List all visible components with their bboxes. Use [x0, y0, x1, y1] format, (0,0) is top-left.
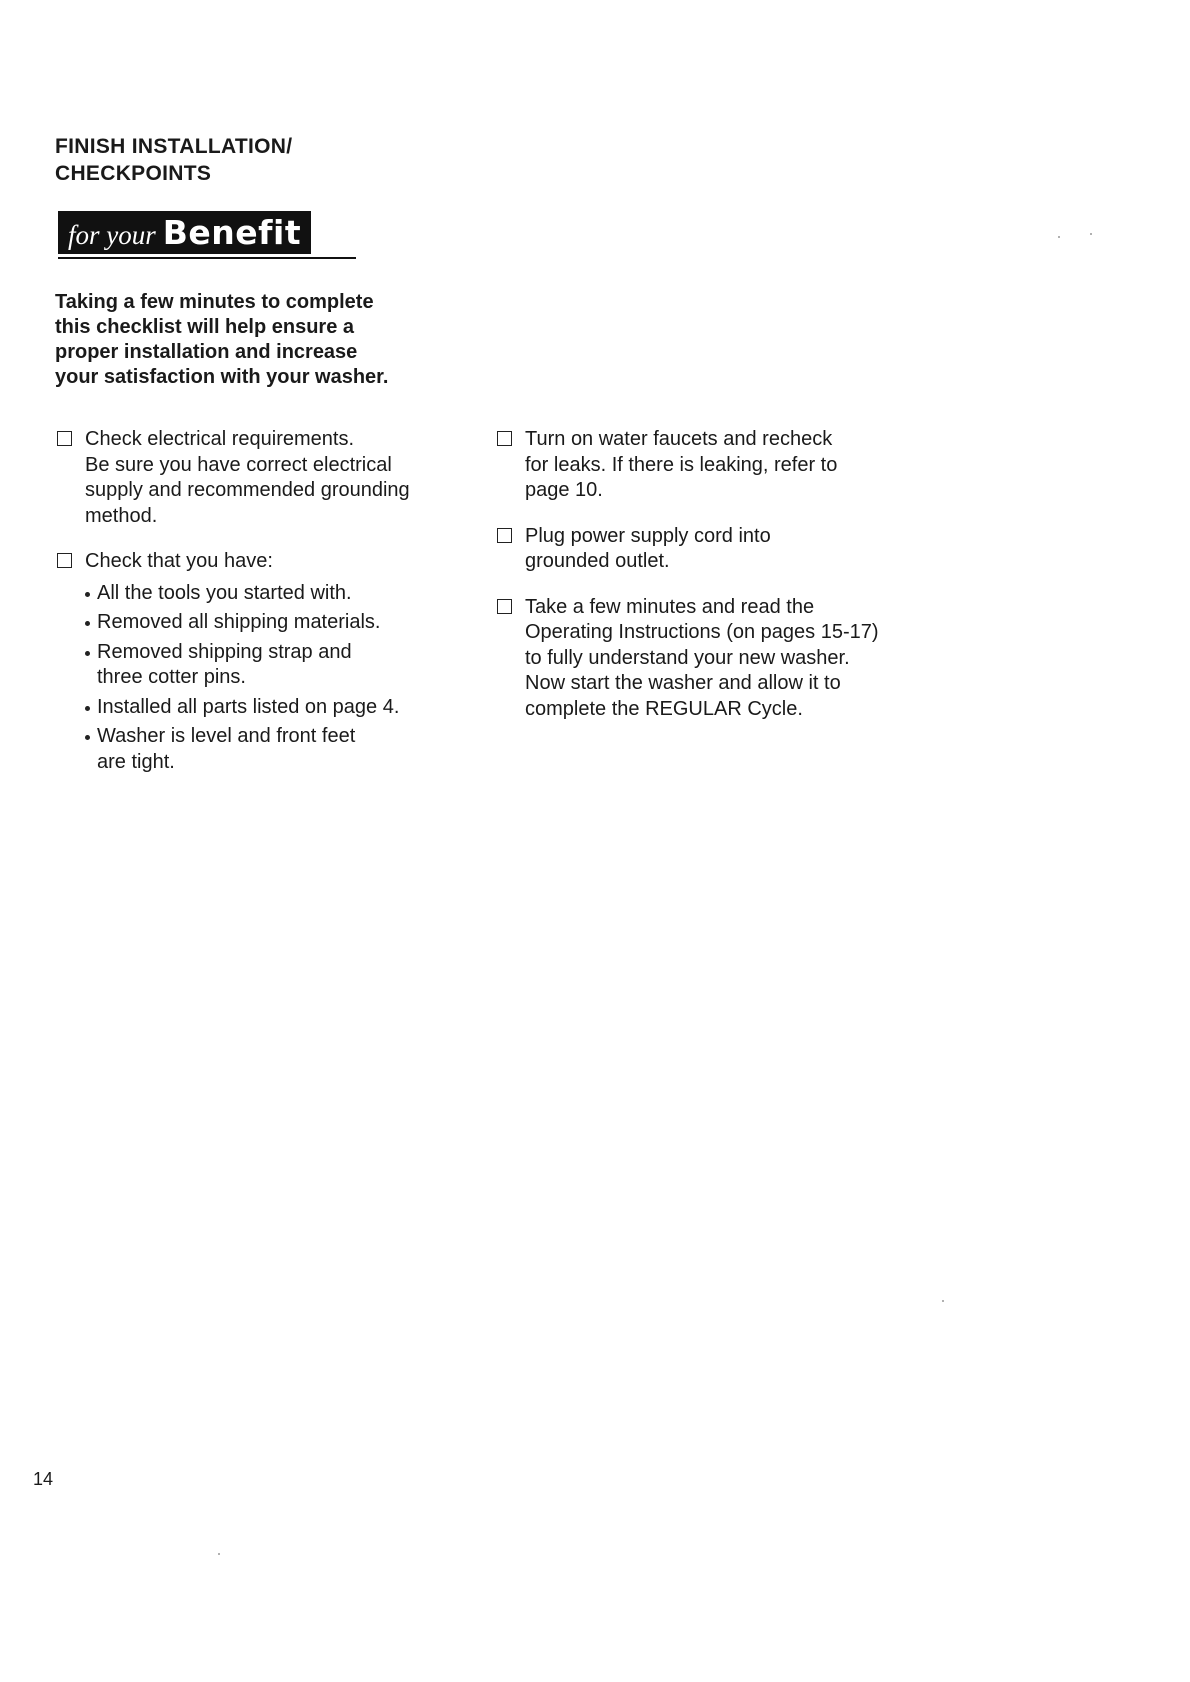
checklist-item-check-have[interactable] [55, 549, 485, 575]
for-your-benefit-banner [58, 211, 311, 254]
checklist-item-text: grounded outlet. [525, 550, 670, 572]
intro-line: this checklist will help ensure a [55, 316, 354, 338]
checkbox[interactable] [57, 431, 72, 446]
checklist-item-text: Now start the washer and allow it to [525, 672, 841, 694]
page-number: 14 [33, 1469, 54, 1489]
checkbox[interactable] [497, 599, 512, 614]
checklist-item-title: Check that you have: [85, 550, 273, 572]
bullet-item [85, 610, 485, 636]
bullet-item [85, 724, 485, 775]
heading-line-2: CHECKPOINTS [55, 162, 212, 185]
bullet-text: Removed all shipping materials. [97, 611, 381, 633]
section-heading [55, 133, 292, 187]
bullet-item [85, 640, 485, 691]
bullet-text: Washer is level and front feet [97, 725, 356, 747]
checkbox[interactable] [497, 431, 512, 446]
scan-speck [218, 1553, 220, 1555]
bullet-text: are tight. [97, 750, 175, 773]
checklist-item-text: for leaks. If there is leaking, refer to [525, 453, 838, 476]
intro-line: your satisfaction with your washer. [55, 366, 389, 388]
checklist-item-faucets[interactable] [495, 427, 925, 504]
checklist-item-read-instructions[interactable] [495, 595, 925, 723]
bullet-icon [85, 735, 90, 740]
checklist-item-text: Plug power supply cord into [525, 524, 771, 547]
checkbox[interactable] [497, 528, 512, 543]
scan-speck [942, 1300, 944, 1302]
bullet-list [55, 581, 485, 776]
checklist-item-text: complete the REGULAR Cycle. [525, 697, 803, 720]
intro-line: Taking a few minutes to complete [55, 291, 374, 313]
banner-small-text: for your [68, 220, 156, 250]
intro-paragraph [55, 290, 475, 390]
right-checklist-column [495, 427, 925, 722]
bullet-icon [85, 621, 90, 626]
checklist-item-text: to fully understand your new washer. [525, 646, 850, 669]
bullet-text: three cotter pins. [97, 666, 246, 688]
bullet-icon [85, 592, 90, 597]
intro-line: proper installation and increase [55, 341, 358, 363]
checklist-item-text: Operating Instructions (on pages 15-17) [525, 621, 879, 643]
checklist-item-title: Check electrical requirements. [85, 428, 354, 450]
bullet-item [85, 581, 485, 607]
checklist-item-text: method. [85, 504, 158, 527]
checklist-item-text: supply and recommended grounding [85, 479, 410, 501]
bullet-text: All the tools you started with. [97, 581, 352, 604]
bullet-icon [85, 706, 90, 711]
banner-big-text: Benefit [162, 213, 302, 252]
bullet-text: Removed shipping strap and [97, 640, 352, 663]
checklist-item-text: page 10. [525, 479, 603, 501]
checklist-item-text: Be sure you have correct electrical [85, 453, 392, 476]
scan-speck [1090, 233, 1092, 235]
banner-underline [58, 257, 356, 259]
checklist-item-power-cord[interactable] [495, 524, 925, 575]
left-checklist-column [55, 427, 485, 779]
checkbox[interactable] [57, 553, 72, 568]
scan-speck [1058, 236, 1060, 238]
bullet-item [85, 695, 485, 721]
heading-line-1: FINISH INSTALLATION/ [55, 135, 293, 158]
checklist-item-text: Take a few minutes and read the [525, 595, 815, 618]
checklist-item-electrical[interactable] [55, 427, 485, 529]
bullet-text: Installed all parts listed on page 4. [97, 695, 400, 718]
bullet-icon [85, 651, 90, 656]
checklist-item-text: Turn on water faucets and recheck [525, 428, 833, 450]
